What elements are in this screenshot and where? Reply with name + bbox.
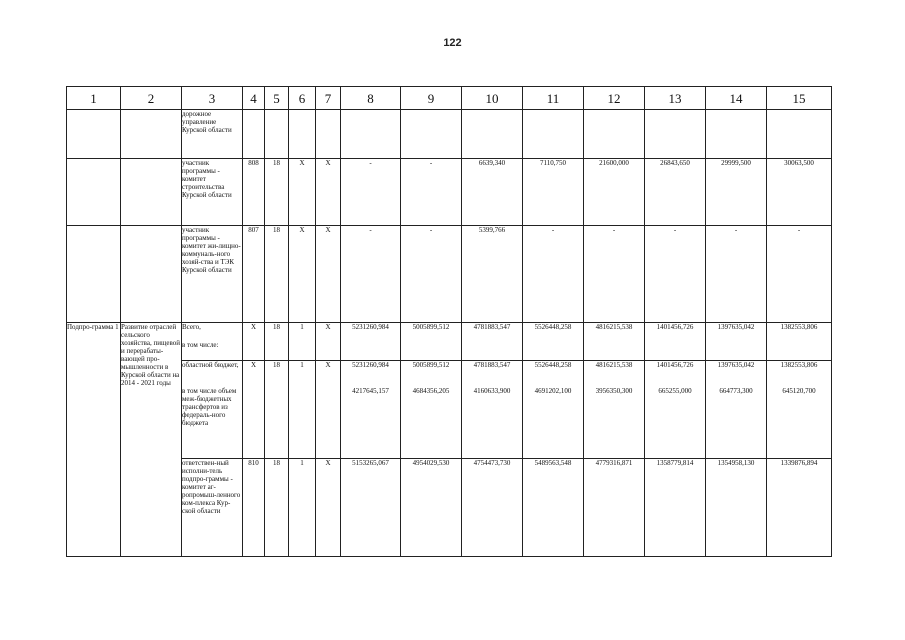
cell-executor: участник программы - комитет жи-лищно-коммуналь-ного хозяй-ства и ТЭК Курской области [182,226,243,323]
cell-value [462,110,523,159]
cell-line: в том числе объем меж-бюджетных трансфертов из федераль-ного бюджета [182,387,237,427]
column-header: 13 [645,87,706,110]
value-budget: 4781883,547 [473,361,511,369]
cell-value: 1358779,814 [645,459,706,557]
cell-value [645,110,706,159]
column-header: 7 [316,87,341,110]
cell-value [523,361,584,459]
cell-value [767,361,832,459]
value-budget: 1397635,042 [717,361,755,369]
cell-code: 18 [265,459,289,557]
cell-executor: дорожное управление Курской области [182,110,243,159]
table-row [67,110,832,159]
budget-table [66,86,832,557]
cell-code: 1 [289,323,316,361]
table-row [67,323,832,361]
cell-value: - [767,226,832,323]
cell-executor [182,361,243,459]
cell-col1 [67,110,121,159]
cell-col2 [121,110,182,159]
column-header: 3 [182,87,243,110]
value-federal-transfer: 664773,300 [719,387,753,395]
cell-code: Х [289,159,316,226]
cell-code: Х [316,459,341,557]
column-header: 10 [462,87,523,110]
cell-code: 807 [243,226,265,323]
cell-value [767,110,832,159]
cell-executor: ответствен-ный исполни-тель подпро-граммы - комитет аг-ропромыш-ленного ком-плекса Кур-ской области [182,459,243,557]
cell-value: 21600,000 [584,159,645,226]
cell-code: Х [316,323,341,361]
value-budget: 5231260,984 [352,361,389,369]
cell-value [341,110,401,159]
cell-code: 1 [289,361,316,459]
page-number: 122 [443,37,462,49]
cell-value [706,361,767,459]
cell-executor [182,323,243,361]
cell-col1 [67,226,121,323]
column-header: 8 [341,87,401,110]
cell-value [584,361,645,459]
cell-value: 5489563,548 [523,459,584,557]
cell-col2 [121,159,182,226]
header-row [67,87,832,110]
table-row [67,226,832,323]
cell-value: 5153265,067 [341,459,401,557]
table-row [67,159,832,226]
table-row [67,361,832,459]
cell-value: 5399,766 [462,226,523,323]
column-header: 15 [767,87,832,110]
cell-code [265,110,289,159]
column-header: 2 [121,87,182,110]
cell-value: 4816215,538 [584,323,645,361]
value-budget: 5005899,512 [412,361,450,369]
value-budget: 1401456,726 [656,361,694,369]
value-budget: 4816215,538 [595,361,633,369]
cell-value: 1401456,726 [645,323,706,361]
cell-line: областной бюджет, [182,361,239,369]
cell-value [706,110,767,159]
cell-value: 4754473,730 [462,459,523,557]
cell-line: Всего, [182,323,201,331]
cell-code: 1 [289,459,316,557]
cell-value: - [341,226,401,323]
cell-value [401,110,462,159]
cell-code: Х [316,361,341,459]
value-budget: 5526448,258 [534,361,572,369]
cell-code [316,110,341,159]
cell-value: 30063,500 [767,159,832,226]
cell-value [462,361,523,459]
value-budget: 1382553,806 [780,361,818,369]
cell-code: 18 [265,226,289,323]
cell-value: 4781883,547 [462,323,523,361]
value-federal-transfer: 3956350,300 [595,387,633,395]
cell-value: 6639,340 [462,159,523,226]
cell-value: - [401,159,462,226]
cell-code: Х [243,361,265,459]
cell-code [243,110,265,159]
cell-col1 [67,159,121,226]
cell-value [645,361,706,459]
cell-value: - [645,226,706,323]
column-header: 14 [706,87,767,110]
cell-value: 1397635,042 [706,323,767,361]
column-header: 4 [243,87,265,110]
cell-code [289,110,316,159]
value-federal-transfer: 4691202,100 [534,387,572,395]
cell-code: 18 [265,323,289,361]
cell-value: 5526448,258 [523,323,584,361]
cell-code: Х [316,226,341,323]
cell-code: 808 [243,159,265,226]
cell-subprogram: Подпро-грамма 1 [67,323,121,557]
cell-value: 5005899,512 [401,323,462,361]
value-federal-transfer: 645120,700 [782,387,816,395]
cell-value: 1354958,130 [706,459,767,557]
value-federal-transfer: 4684356,205 [412,387,450,395]
column-header: 6 [289,87,316,110]
cell-value [584,110,645,159]
cell-code: Х [316,159,341,226]
cell-executor: участник программы - комитет строительства Курской области [182,159,243,226]
cell-col2 [121,226,182,323]
table-row [67,459,832,557]
cell-code: Х [243,323,265,361]
cell-value: 1339876,894 [767,459,832,557]
value-federal-transfer: 4160633,900 [473,387,511,395]
cell-value: 29999,500 [706,159,767,226]
cell-value [341,361,401,459]
cell-value: 4779316,871 [584,459,645,557]
cell-value: 26843,650 [645,159,706,226]
cell-subprogram-title: Развитие отраслей сельского хозяйства, пищевой и перерабаты-вающей про-мышленности в Курской области на 2014 - 2021 годы [121,323,182,557]
column-header: 11 [523,87,584,110]
column-header: 5 [265,87,289,110]
cell-value: 5231260,984 [341,323,401,361]
column-header: 1 [67,87,121,110]
cell-value: 4954029,530 [401,459,462,557]
cell-code: 18 [265,159,289,226]
cell-line: в том числе: [182,341,219,349]
cell-code: Х [289,226,316,323]
cell-value: - [523,226,584,323]
cell-code: 18 [265,361,289,459]
value-federal-transfer: 4217645,157 [352,387,389,395]
cell-value [523,110,584,159]
value-federal-transfer: 665255,000 [658,387,692,395]
cell-value: - [341,159,401,226]
cell-value: - [706,226,767,323]
cell-value: 7110,750 [523,159,584,226]
cell-code: 810 [243,459,265,557]
cell-value: - [584,226,645,323]
cell-value: 1382553,806 [767,323,832,361]
cell-value: - [401,226,462,323]
column-header: 12 [584,87,645,110]
column-header: 9 [401,87,462,110]
cell-value [401,361,462,459]
